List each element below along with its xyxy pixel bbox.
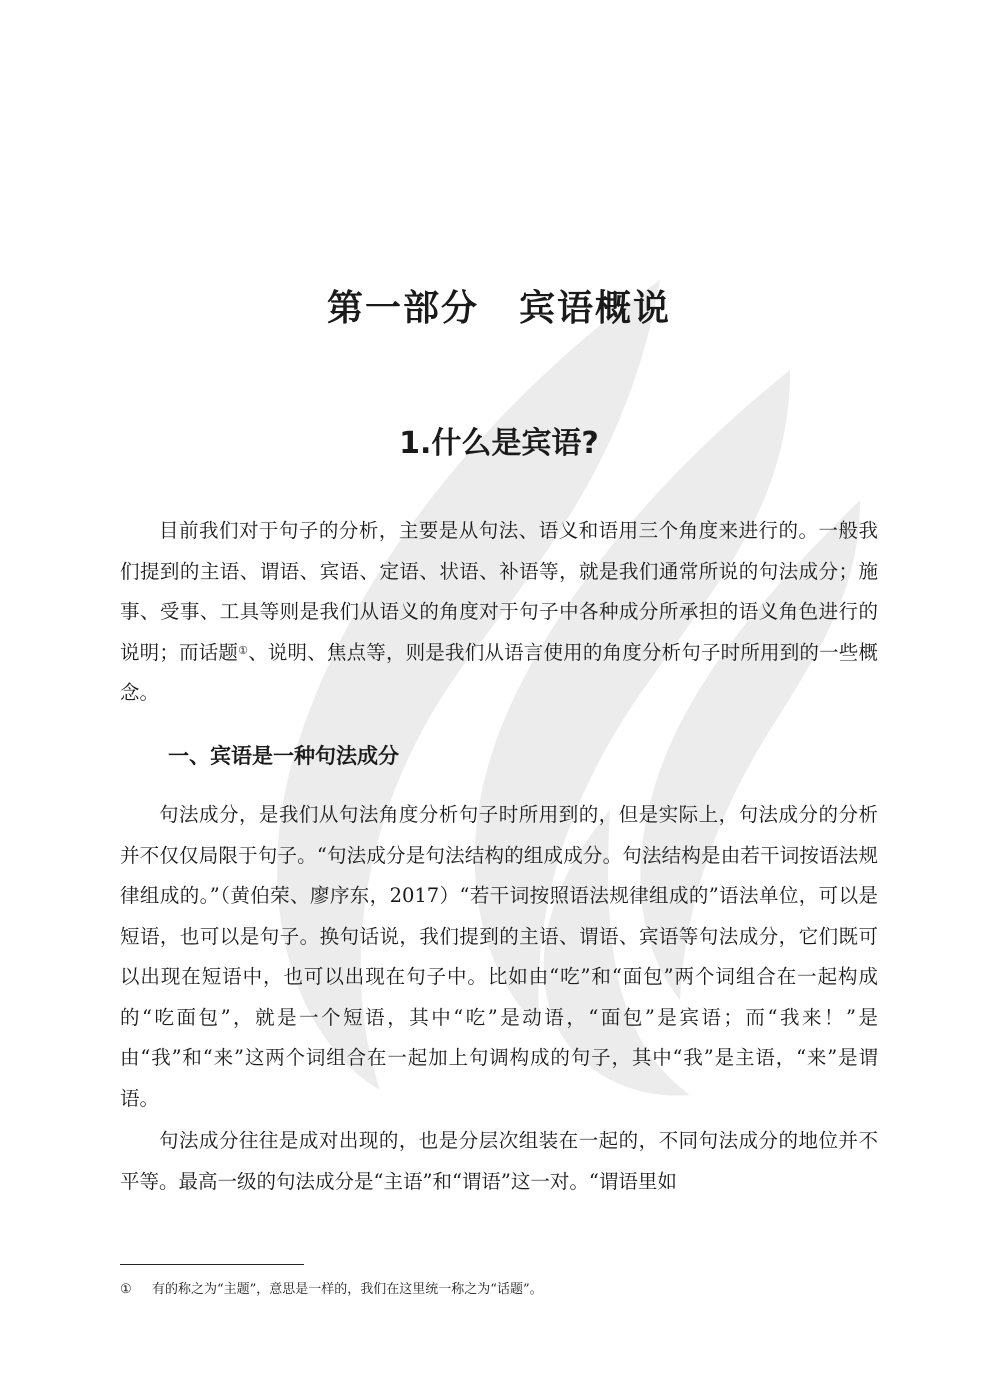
part-name: 宾语概说	[519, 288, 672, 329]
footnote	[120, 1279, 878, 1301]
intro-text-before-mark: 目前我们对于句子的分析，主要是从句法、语义和语用三个角度来进行的。一般我们提到的主语、谓语、宾语、定语、状语、补语等，就是我们通常所说的句法成分；施事、受事、工具等则是我们从语义的角度对于句子中各种成分所承担的语义角色进行的说明；而话题	[120, 519, 878, 664]
intro-paragraph	[120, 511, 878, 714]
footnote-divider	[120, 1264, 304, 1265]
part-title	[120, 280, 878, 331]
part-number: 第一部分	[326, 288, 479, 329]
footnote-text: 有的称之为“主题”，意思是一样的，我们在这里统一称之为“话题”。	[152, 1282, 543, 1297]
footnote-reference[interactable]: ①	[238, 643, 249, 657]
body-paragraph-2: 句法成分，是我们从句法角度分析句子时所用到的，但是实际上，句法成分的分析并不仅仅局限于句子。“句法成分是句法结构的组成成分。句法结构是由若干词按语法规律组成的。”（黄伯荣、廖序东，2017）“若干词按照语法规律组成的”语法单位，可以是短语，也可以是句子。换句话说，我们提到的主语、谓语、宾语等句法成分，它们既可以出现在短语中，也可以出现在句子中。比如由“吃”和“面包”两个词组合在一起构成的“吃面包”，就是一个短语，其中“吃”是动语，“面包”是宾语；而“我来！”是由“我”和“来”这两个词组合在一起加上句调构成的句子，其中“我”是主语，“来”是谓语。	[120, 803, 878, 1110]
section-heading: 一、宾语是一种句法成分	[168, 744, 399, 768]
chapter-title: 1.什么是宾语?	[399, 426, 599, 461]
footnote-mark: ①	[120, 1282, 132, 1297]
body-paragraph-3: 句法成分往往是成对出现的，也是分层次组装在一起的，不同句法成分的地位并不平等。最高一级的句法成分是“主语”和“谓语”这一对。“谓语里如	[120, 1129, 878, 1193]
intro-text-after-mark: 、说明、焦点等，则是我们从语言使用的角度分析句子时所用到的一些概念。	[120, 640, 878, 704]
